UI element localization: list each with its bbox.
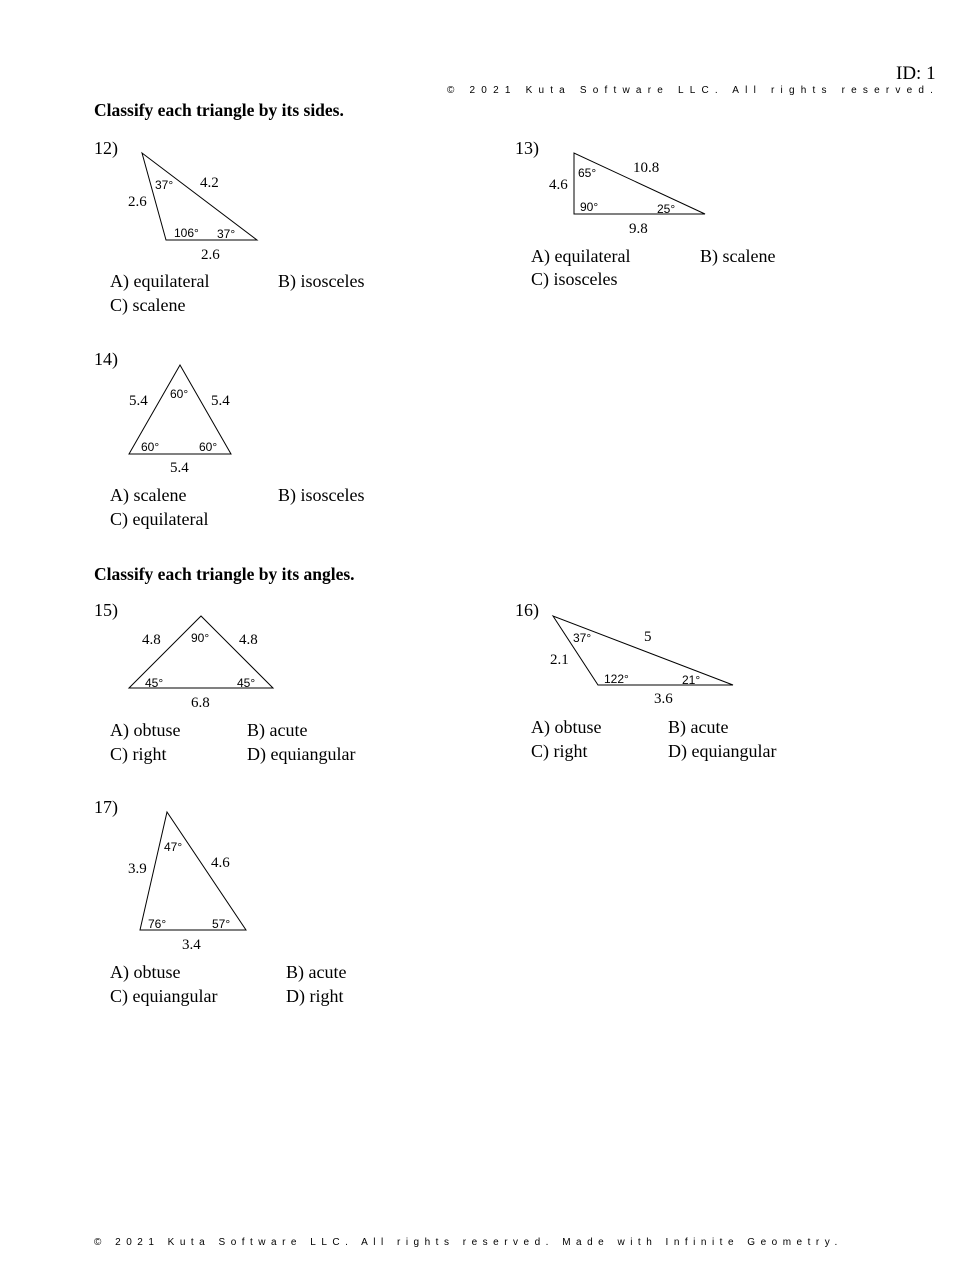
- problem-12-side-right: 4.2: [200, 175, 219, 191]
- problem-17-number: 17): [94, 797, 118, 817]
- problem-14-choice-c[interactable]: C) equilateral: [110, 509, 209, 529]
- problem-13-angle-right-angle: 90°: [580, 200, 599, 214]
- problem-17-choice-b[interactable]: B) acute: [286, 962, 347, 982]
- problem-12-choice-b[interactable]: B) isosceles: [278, 271, 365, 291]
- problem-14-choice-a[interactable]: A) scalene: [110, 485, 187, 505]
- problem-14-angle-top: 60°: [170, 387, 189, 401]
- problem-16-choice-a[interactable]: A) obtuse: [531, 717, 602, 737]
- problem-16-side-bottom: 3.6: [654, 691, 673, 707]
- triangle-16: [553, 616, 733, 685]
- problem-15-side-bottom: 6.8: [191, 695, 210, 711]
- problem-17-choice-d[interactable]: D) right: [286, 986, 344, 1006]
- header-copyright: © 2021 Kuta Software LLC. All rights reserved.: [447, 85, 940, 96]
- problem-13-choice-b[interactable]: B) scalene: [700, 246, 776, 266]
- problem-12-angle-right: 37°: [217, 227, 236, 241]
- problem-14-number: 14): [94, 349, 118, 369]
- problem-12-side-bottom: 2.6: [201, 247, 220, 263]
- sides-section-heading: Classify each triangle by its sides.: [94, 100, 344, 120]
- problem-12-angle-left: 106°: [174, 226, 199, 240]
- triangle-12: [142, 153, 257, 240]
- problem-17-angle-right: 57°: [212, 917, 231, 931]
- problem-15-angle-left: 45°: [145, 676, 164, 690]
- problem-13-side-left: 4.6: [549, 177, 568, 193]
- problem-14-angle-right: 60°: [199, 440, 218, 454]
- problem-15-choice-b[interactable]: B) acute: [247, 720, 308, 740]
- problem-12-choice-c[interactable]: C) scalene: [110, 295, 186, 315]
- problem-15-angle-right: 45°: [237, 676, 256, 690]
- problem-15-number: 15): [94, 600, 118, 620]
- problem-16-choice-c[interactable]: C) right: [531, 741, 588, 761]
- problem-15-choice-a[interactable]: A) obtuse: [110, 720, 181, 740]
- problem-12-choice-a[interactable]: A) equilateral: [110, 271, 210, 291]
- problem-13-choice-a[interactable]: A) equilateral: [531, 246, 631, 266]
- problem-14-side-right: 5.4: [211, 393, 230, 409]
- problem-12-side-left: 2.6: [128, 194, 147, 210]
- problem-17-choice-c[interactable]: C) equiangular: [110, 986, 218, 1006]
- problem-17-angle-top: 47°: [164, 840, 183, 854]
- problem-13-side-hypotenuse: 10.8: [633, 160, 660, 176]
- problem-17-side-left: 3.9: [128, 861, 147, 877]
- problem-16-angle-right: 21°: [682, 673, 701, 687]
- problem-14-choice-b[interactable]: B) isosceles: [278, 485, 365, 505]
- problem-13-choice-c[interactable]: C) isosceles: [531, 269, 618, 289]
- problem-17-side-right: 4.6: [211, 855, 230, 871]
- problem-16-side-left: 2.1: [550, 652, 569, 668]
- problem-14-side-left: 5.4: [129, 393, 148, 409]
- problem-13-angle-right: 25°: [657, 202, 676, 216]
- problem-12-angle-top: 37°: [155, 178, 174, 192]
- problem-15-choice-d[interactable]: D) equiangular: [247, 744, 356, 764]
- triangle-17: [140, 812, 246, 930]
- footer-copyright: © 2021 Kuta Software LLC. All rights reserved. Made with Infinite Geometry.: [94, 1237, 843, 1248]
- problem-16-angle-left: 122°: [604, 672, 629, 686]
- problem-13-number: 13): [515, 138, 539, 158]
- problem-13-side-bottom: 9.8: [629, 221, 648, 237]
- problem-15-side-right: 4.8: [239, 632, 258, 648]
- problem-12-number: 12): [94, 138, 118, 158]
- worksheet-id: ID: 1: [896, 63, 936, 84]
- problem-16-number: 16): [515, 600, 539, 620]
- angles-section-heading: Classify each triangle by its angles.: [94, 564, 355, 584]
- problem-16-choice-d[interactable]: D) equiangular: [668, 741, 777, 761]
- problem-13-angle-top: 65°: [578, 166, 597, 180]
- problem-16-angle-top: 37°: [573, 631, 592, 645]
- problem-15-choice-c[interactable]: C) right: [110, 744, 167, 764]
- problem-16-side-hypotenuse: 5: [644, 629, 652, 645]
- problem-14-angle-left: 60°: [141, 440, 160, 454]
- problem-17-angle-left: 76°: [148, 917, 167, 931]
- problem-16-choice-b[interactable]: B) acute: [668, 717, 729, 737]
- problem-15-angle-top: 90°: [191, 631, 210, 645]
- problem-15-side-left: 4.8: [142, 632, 161, 648]
- problem-14-side-bottom: 5.4: [170, 460, 189, 476]
- problem-17-side-bottom: 3.4: [182, 937, 201, 953]
- problem-17-choice-a[interactable]: A) obtuse: [110, 962, 181, 982]
